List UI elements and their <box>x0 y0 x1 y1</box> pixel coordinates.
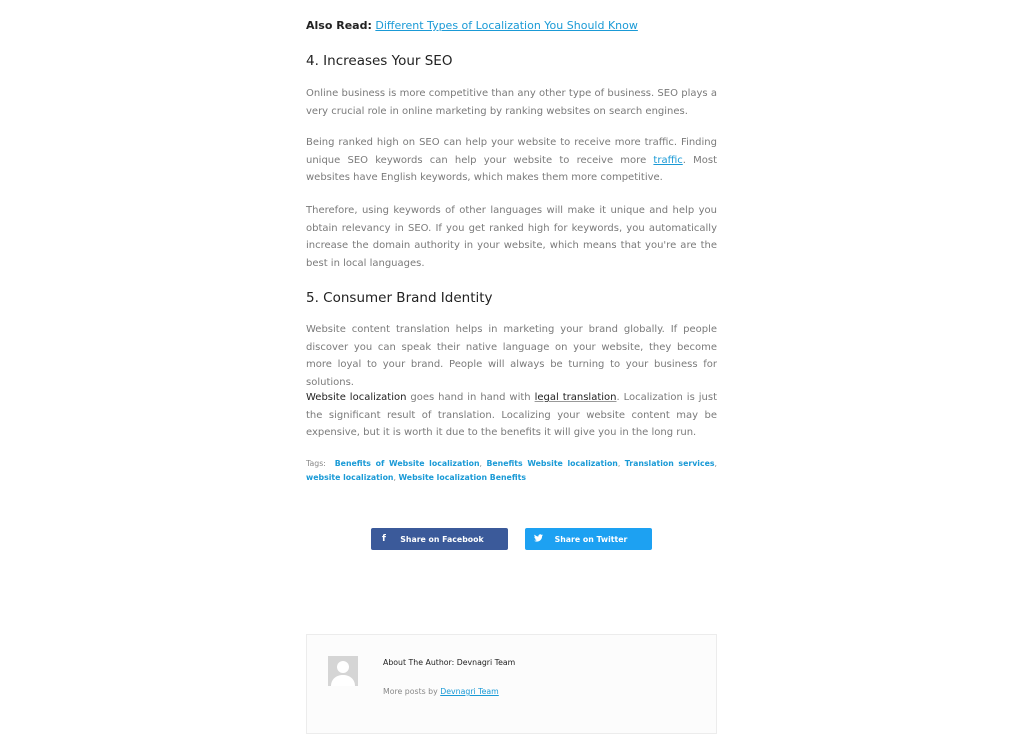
also-read-label: Also Read: <box>306 19 372 32</box>
section-5-paragraph-2 <box>306 389 717 442</box>
author-link[interactable]: Devnagri Team <box>440 687 499 696</box>
tag-link[interactable]: Benefits Website localization <box>486 459 618 468</box>
tags-list: Tags: Benefits of Website localization, Benefits Website localization, Translation services, website localization, Website localization Benefits <box>306 459 717 482</box>
share-facebook-button[interactable] <box>371 528 508 550</box>
also-read <box>306 18 638 34</box>
legal-translation-link[interactable]: legal translation <box>534 392 617 403</box>
tag-link[interactable]: website localization <box>306 473 394 482</box>
author-box <box>306 634 717 734</box>
share-twitter-label: Share on Twitter <box>554 534 628 544</box>
author-title: About The Author: Devnagri Team <box>383 658 516 667</box>
share-twitter-button[interactable] <box>525 528 652 550</box>
more-posts-prefix: More posts by <box>383 687 441 696</box>
section-5-heading: 5. Consumer Brand Identity <box>306 290 493 306</box>
tag-link[interactable]: Translation services <box>624 459 715 468</box>
section-4-paragraph-1: Online business is more competitive than any other type of business. SEO plays a very crucial role in online marketing by ranking websites on search engines. <box>306 88 717 117</box>
avatar <box>328 656 358 686</box>
traffic-link[interactable]: traffic <box>653 154 683 166</box>
facebook-icon: f <box>382 534 386 544</box>
section-5-paragraph-1: Website content translation helps in marketing your brand globally. If people discover you can speak their native language on your website, they become more loyal to your brand. People will always be turning to your business for solutions. <box>306 324 717 389</box>
twitter-icon <box>528 534 548 545</box>
section-4-paragraph-2 <box>306 134 717 187</box>
paragraph-text: goes hand in hand with <box>406 392 535 403</box>
more-posts <box>383 687 499 696</box>
website-localization-strong: Website localization <box>306 392 407 403</box>
section-4-heading: 4. Increases Your SEO <box>306 53 453 69</box>
tag-link[interactable]: Website localization Benefits <box>398 473 526 482</box>
paragraph-text: . Localization is just the significant result of translation. Localizing your website content may be expensive, but it is worth it due to the benefits it will give you in the long run. <box>306 392 717 439</box>
tags-label: Tags: <box>306 459 326 468</box>
paragraph-text: . Most websites have English keywords, which makes them more competitive. <box>306 154 718 184</box>
also-read-link[interactable]: Different Types of Localization You Should Know <box>375 19 638 32</box>
section-4-paragraph-3: Therefore, using keywords of other languages will make it unique and help you obtain relevancy in SEO. If you get ranked high for keywords, you automatically increase the domain authority in your website, which means that you're are the best in local languages. <box>306 205 717 270</box>
paragraph-text: Being ranked high on SEO can help your website to receive more traffic. Finding unique SEO keywords can help your website to receive more <box>306 137 717 166</box>
share-facebook-label: Share on Facebook <box>400 534 484 544</box>
tag-link[interactable]: Benefits of Website localization <box>334 459 480 468</box>
